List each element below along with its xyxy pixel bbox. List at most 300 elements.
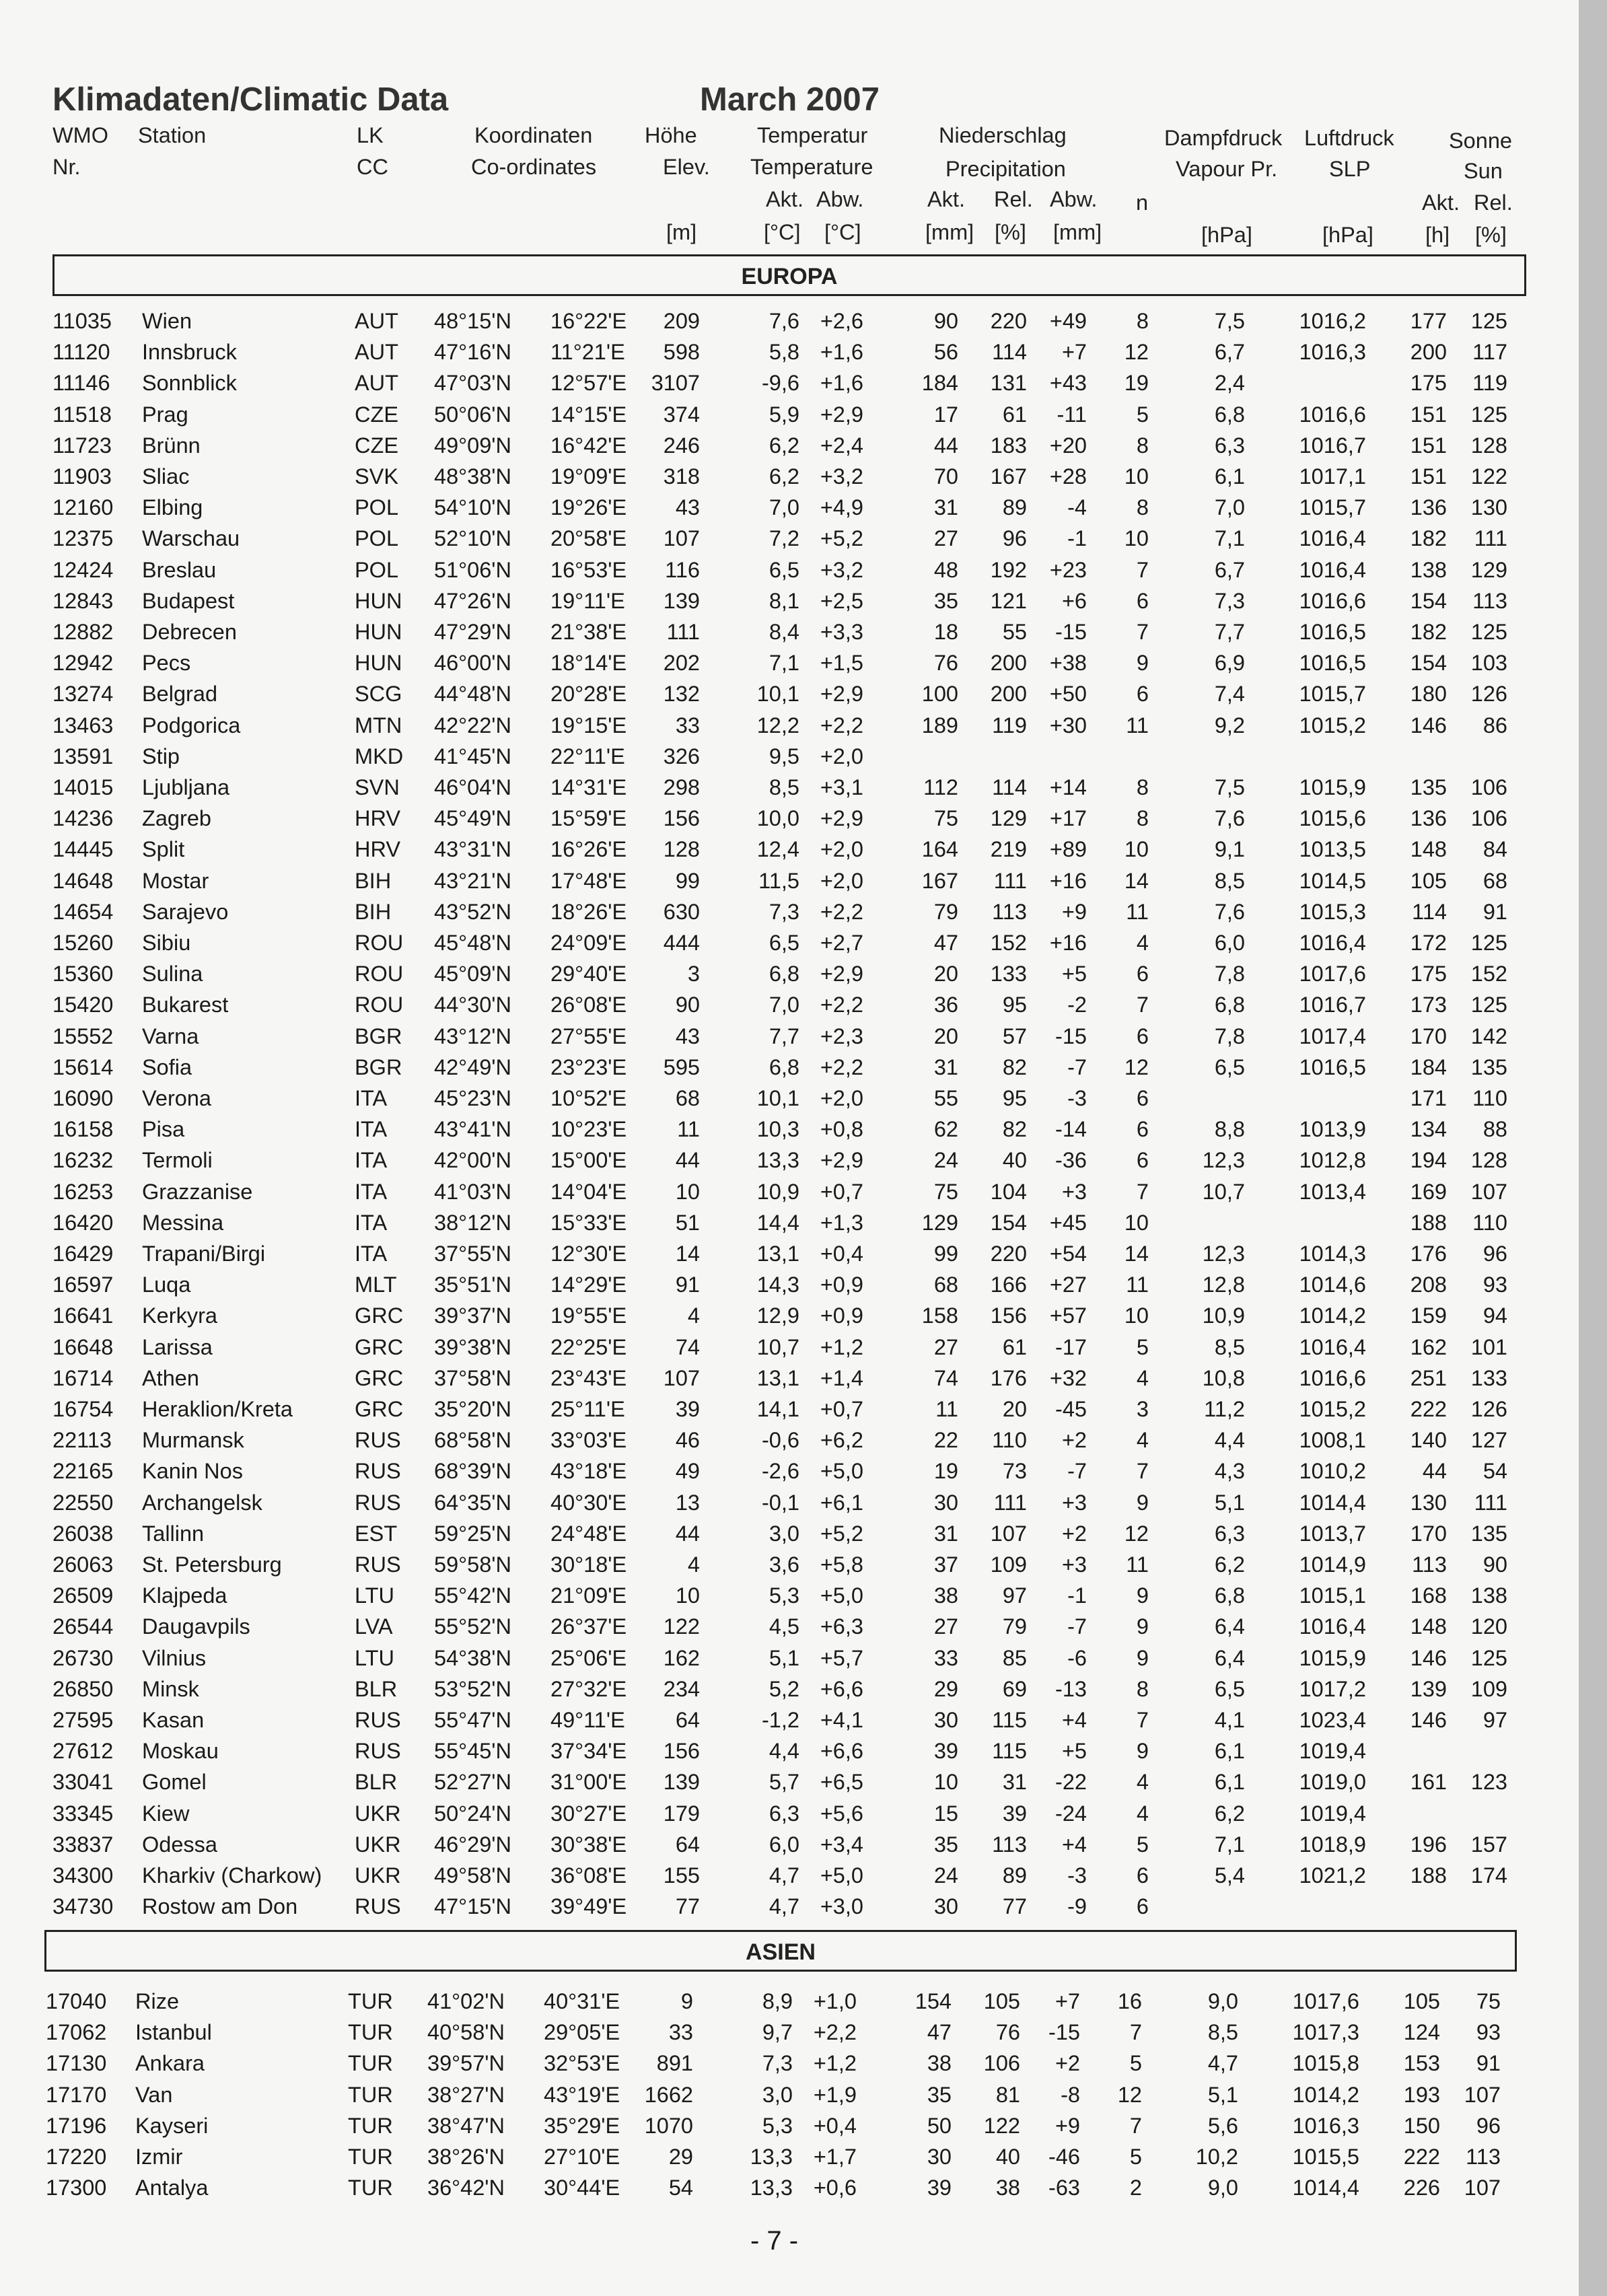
cell-country-code: CZE: [355, 433, 398, 458]
cell-sunshine-relative: 119: [1472, 371, 1507, 396]
col-unit-vapour: [hPa]: [1201, 223, 1252, 247]
cell-precip-deviation: +5: [1061, 962, 1087, 986]
cell-sunshine-hours: 171: [1410, 1086, 1447, 1110]
table-row: [0, 2115, 1579, 2146]
cell-sunshine-relative: 54: [1483, 1459, 1507, 1484]
cell-sunshine-relative: 101: [1470, 1334, 1507, 1359]
cell-station-name: Verona: [142, 1086, 212, 1110]
cell-latitude: 50°06'N: [434, 402, 511, 427]
cell-country-code: AUT: [355, 340, 398, 365]
col-header-hoehe: Höhe: [645, 123, 697, 147]
cell-elevation: 891: [656, 2051, 693, 2076]
cell-precip-actual: 56: [933, 340, 958, 365]
cell-temp-actual: 7,7: [769, 1024, 799, 1048]
cell-temp-deviation: +3,4: [820, 1832, 863, 1857]
cell-sunshine-hours: 136: [1410, 806, 1447, 831]
cell-sea-level-pressure: 1015,1: [1299, 1583, 1366, 1608]
col-header-temperatur: Temperatur: [757, 123, 868, 147]
cell-station-name: Messina: [142, 1210, 224, 1235]
cell-temp-actual: 14,1: [756, 1397, 799, 1421]
cell-precip-days: 9: [1136, 1583, 1149, 1608]
cell-station-name: Moskau: [142, 1739, 219, 1764]
cell-latitude: 41°02'N: [427, 1989, 505, 2013]
cell-longitude: 21°09'E: [550, 1583, 627, 1608]
cell-latitude: 55°47'N: [434, 1708, 511, 1732]
cell-wmo-number: 27595: [52, 1708, 114, 1732]
cell-elevation: 139: [663, 588, 700, 613]
cell-latitude: 55°52'N: [434, 1614, 511, 1639]
cell-temp-actual: 13,3: [756, 1148, 799, 1173]
cell-vapour-pressure: 6,9: [1214, 651, 1245, 676]
table-row: [0, 1274, 1579, 1305]
cell-longitude: 40°30'E: [550, 1490, 627, 1515]
cell-latitude: 44°30'N: [434, 993, 511, 1017]
cell-sea-level-pressure: 1015,7: [1299, 682, 1366, 707]
col-header-lk: LK: [357, 123, 384, 147]
cell-precip-relative: 105: [983, 1989, 1020, 2013]
cell-precip-actual: 39: [927, 2176, 952, 2200]
cell-wmo-number: 26509: [52, 1583, 114, 1608]
cell-sea-level-pressure: 1015,8: [1292, 2051, 1359, 2076]
cell-country-code: AUT: [355, 371, 398, 396]
cell-country-code: AUT: [355, 309, 398, 333]
cell-longitude: 33°03'E: [550, 1428, 627, 1453]
cell-precip-days: 6: [1136, 1148, 1149, 1173]
cell-elevation: 13: [675, 1490, 700, 1515]
cell-temp-actual: 7,3: [769, 899, 799, 924]
cell-precip-actual: 47: [933, 931, 958, 955]
cell-vapour-pressure: 6,3: [1214, 1521, 1245, 1546]
cell-precip-days: 9: [1136, 1490, 1149, 1515]
cell-precip-days: 6: [1136, 1863, 1149, 1888]
cell-precip-days: 10: [1124, 526, 1149, 551]
table-row: [0, 652, 1579, 683]
cell-precip-relative: 82: [1002, 1054, 1027, 1079]
cell-precip-relative: 40: [995, 2145, 1020, 2169]
cell-sea-level-pressure: 1015,3: [1299, 899, 1366, 924]
cell-sea-level-pressure: 1014,6: [1299, 1272, 1366, 1297]
cell-temp-actual: 12,9: [756, 1303, 799, 1328]
cell-precip-deviation: +4: [1061, 1708, 1087, 1732]
cell-wmo-number: 22165: [52, 1459, 114, 1484]
cell-latitude: 54°10'N: [434, 495, 511, 520]
cell-elevation: 318: [663, 464, 700, 489]
cell-longitude: 36°08'E: [550, 1863, 627, 1888]
col-unit-temp-akt: [°C]: [764, 220, 801, 244]
cell-precip-actual: 154: [915, 1989, 952, 2013]
cell-precip-relative: 31: [1002, 1770, 1027, 1795]
cell-sunshine-hours: 222: [1410, 1397, 1447, 1421]
cell-latitude: 42°22'N: [434, 713, 511, 738]
cell-elevation: 68: [675, 1086, 700, 1110]
col-header-prec-abw: Abw.: [1050, 187, 1098, 211]
cell-sunshine-hours: 153: [1403, 2051, 1440, 2076]
cell-precip-days: 11: [1126, 713, 1149, 738]
cell-longitude: 12°57'E: [550, 371, 627, 396]
cell-longitude: 26°08'E: [550, 993, 627, 1017]
cell-sea-level-pressure: 1014,2: [1299, 1303, 1366, 1328]
cell-temp-actual: 5,2: [769, 1676, 799, 1701]
cell-sea-level-pressure: 1016,6: [1299, 588, 1366, 613]
cell-precip-deviation: -14: [1055, 1117, 1087, 1142]
cell-precip-deviation: -15: [1048, 2020, 1080, 2045]
cell-temp-deviation: +2,0: [820, 868, 863, 893]
cell-precip-relative: 122: [983, 2113, 1020, 2138]
cell-wmo-number: 14445: [52, 837, 114, 862]
cell-vapour-pressure: 12,3: [1202, 1148, 1245, 1173]
cell-elevation: 46: [675, 1428, 700, 1453]
cell-wmo-number: 15614: [52, 1054, 114, 1079]
cell-elevation: 90: [675, 993, 700, 1017]
cell-precip-relative: 55: [1002, 620, 1027, 644]
cell-latitude: 45°23'N: [434, 1086, 511, 1110]
cell-sea-level-pressure: 1016,2: [1299, 309, 1366, 333]
cell-country-code: LVA: [355, 1614, 393, 1639]
cell-sunshine-hours: 170: [1410, 1024, 1447, 1048]
cell-sea-level-pressure: 1014,9: [1299, 1552, 1366, 1577]
cell-elevation: 630: [663, 899, 700, 924]
cell-wmo-number: 17300: [46, 2176, 107, 2200]
table-row: [0, 1056, 1579, 1087]
cell-elevation: 326: [663, 744, 700, 768]
cell-longitude: 23°43'E: [550, 1365, 627, 1390]
cell-temp-actual: 3,0: [769, 1521, 799, 1546]
cell-temp-deviation: +3,1: [820, 775, 863, 799]
cell-temp-deviation: +5,0: [820, 1459, 863, 1484]
cell-precip-deviation: -3: [1067, 1086, 1087, 1110]
cell-precip-deviation: +57: [1049, 1303, 1087, 1328]
cell-precip-deviation: -1: [1067, 526, 1087, 551]
cell-latitude: 68°39'N: [434, 1459, 511, 1484]
cell-elevation: 33: [675, 713, 700, 738]
cell-longitude: 16°22'E: [550, 309, 627, 333]
cell-latitude: 64°35'N: [434, 1490, 511, 1515]
cell-longitude: 12°30'E: [550, 1242, 627, 1266]
table-row: [0, 963, 1579, 994]
table-row: [0, 746, 1579, 777]
cell-station-name: Pecs: [142, 651, 191, 676]
cell-sunshine-hours: 193: [1403, 2082, 1440, 2107]
col-header-luftdruck: Luftdruck: [1304, 126, 1394, 150]
cell-elevation: 162: [663, 1645, 700, 1670]
cell-station-name: Larissa: [142, 1334, 213, 1359]
cell-vapour-pressure: 6,1: [1214, 464, 1245, 489]
cell-latitude: 42°00'N: [434, 1148, 511, 1173]
cell-station-name: Ljubljana: [142, 775, 230, 799]
cell-precip-days: 2: [1129, 2176, 1142, 2200]
cell-precip-days: 7: [1136, 1179, 1149, 1204]
cell-temp-actual: 10,1: [756, 1086, 799, 1110]
cell-precip-relative: 115: [992, 1708, 1027, 1732]
cell-precip-days: 6: [1136, 588, 1149, 613]
cell-precip-actual: 10: [933, 1770, 958, 1795]
cell-wmo-number: 34300: [52, 1863, 114, 1888]
cell-sunshine-relative: 128: [1470, 1148, 1507, 1173]
cell-sea-level-pressure: 1013,9: [1299, 1117, 1366, 1142]
col-header-station: Station: [138, 123, 207, 147]
cell-precip-days: 4: [1136, 1428, 1149, 1453]
col-unit-temp-abw: [°C]: [824, 220, 861, 244]
cell-sunshine-hours: 151: [1410, 402, 1447, 427]
cell-sunshine-hours: 44: [1422, 1459, 1447, 1484]
cell-latitude: 47°16'N: [434, 340, 511, 365]
cell-precip-actual: 38: [927, 2051, 952, 2076]
cell-wmo-number: 13591: [52, 744, 114, 768]
cell-temp-actual: 13,1: [756, 1242, 799, 1266]
table-row: [0, 1026, 1579, 1056]
cell-longitude: 18°26'E: [550, 899, 627, 924]
col-header-slp: SLP: [1329, 157, 1371, 181]
cell-latitude: 49°09'N: [434, 433, 511, 458]
cell-precip-actual: 27: [933, 1614, 958, 1639]
cell-longitude: 14°31'E: [550, 775, 627, 799]
cell-longitude: 19°26'E: [550, 495, 627, 520]
cell-sunshine-hours: 188: [1410, 1863, 1447, 1888]
cell-precip-relative: 89: [1002, 495, 1027, 520]
cell-precip-relative: 200: [990, 651, 1027, 676]
cell-precip-days: 10: [1124, 1303, 1149, 1328]
cell-temp-deviation: +0,9: [820, 1272, 863, 1297]
cell-precip-relative: 104: [990, 1179, 1027, 1204]
cell-longitude: 20°58'E: [550, 526, 627, 551]
cell-vapour-pressure: 6,1: [1214, 1739, 1245, 1764]
cell-precip-deviation: +14: [1049, 775, 1087, 799]
cell-sunshine-relative: 125: [1470, 993, 1507, 1017]
cell-precip-deviation: -36: [1055, 1148, 1087, 1173]
cell-precip-deviation: +28: [1049, 464, 1087, 489]
cell-latitude: 45°48'N: [434, 931, 511, 955]
col-header-sun: Sun: [1464, 159, 1503, 183]
cell-precip-relative: 131: [990, 371, 1027, 396]
cell-temp-actual: 8,5: [769, 775, 799, 799]
cell-precip-actual: 99: [933, 1242, 958, 1266]
cell-station-name: Pisa: [142, 1117, 185, 1142]
cell-latitude: 52°27'N: [434, 1770, 511, 1795]
cell-sunshine-relative: 93: [1483, 1272, 1507, 1297]
cell-vapour-pressure: 6,0: [1214, 931, 1245, 955]
cell-elevation: 43: [675, 1024, 700, 1048]
cell-vapour-pressure: 9,2: [1214, 713, 1245, 738]
cell-precip-relative: 73: [1002, 1459, 1027, 1484]
cell-precip-days: 7: [1136, 993, 1149, 1017]
table-row: [0, 1492, 1579, 1523]
cell-sunshine-relative: 138: [1470, 1583, 1507, 1608]
cell-sunshine-relative: 91: [1476, 2051, 1501, 2076]
cell-precip-deviation: +3: [1061, 1552, 1087, 1577]
cell-vapour-pressure: 8,5: [1214, 868, 1245, 893]
cell-latitude: 48°15'N: [434, 309, 511, 333]
col-header-prec-akt: Akt.: [927, 187, 965, 211]
cell-temp-deviation: +0,4: [813, 2113, 857, 2138]
cell-precip-days: 9: [1136, 651, 1149, 676]
cell-sunshine-relative: 120: [1470, 1614, 1507, 1639]
cell-precip-actual: 33: [933, 1645, 958, 1670]
cell-longitude: 14°29'E: [550, 1272, 627, 1297]
cell-station-name: Tallinn: [142, 1521, 205, 1546]
cell-longitude: 18°14'E: [550, 651, 627, 676]
cell-station-name: Kharkiv (Charkow): [142, 1863, 322, 1888]
cell-temp-deviation: +2,7: [820, 931, 863, 955]
page-title: Klimadaten/Climatic Data: [52, 81, 449, 118]
cell-country-code: MTN: [355, 713, 402, 738]
cell-sea-level-pressure: 1015,5: [1292, 2145, 1359, 2169]
cell-wmo-number: 12843: [52, 588, 114, 613]
table-row: [0, 838, 1579, 869]
cell-vapour-pressure: 10,2: [1195, 2145, 1238, 2169]
section-header-europa: [52, 254, 1526, 296]
cell-sunshine-relative: 93: [1476, 2020, 1501, 2045]
cell-country-code: POL: [355, 526, 399, 551]
cell-sunshine-relative: 106: [1470, 775, 1507, 799]
cell-country-code: GRC: [355, 1334, 404, 1359]
cell-longitude: 27°55'E: [550, 1024, 627, 1048]
cell-precip-deviation: -3: [1067, 1863, 1087, 1888]
cell-station-name: Sliac: [142, 464, 190, 489]
cell-sea-level-pressure: 1014,4: [1292, 2176, 1359, 2200]
cell-latitude: 68°58'N: [434, 1428, 511, 1453]
cell-longitude: 29°40'E: [550, 962, 627, 986]
cell-station-name: Antalya: [135, 2176, 209, 2200]
cell-sunshine-relative: 135: [1470, 1521, 1507, 1546]
cell-temp-actual: 6,3: [769, 1801, 799, 1826]
cell-vapour-pressure: 8,8: [1214, 1117, 1245, 1142]
cell-precip-actual: 20: [933, 962, 958, 986]
col-header-coordinates: Co-ordinates: [471, 155, 597, 179]
cell-precip-days: 6: [1136, 1117, 1149, 1142]
section-header-asien: [44, 1930, 1517, 1972]
col-header-dampfdruck: Dampfdruck: [1164, 126, 1283, 150]
cell-wmo-number: 15420: [52, 993, 114, 1017]
cell-country-code: CZE: [355, 402, 398, 427]
cell-sunshine-hours: 161: [1410, 1770, 1447, 1795]
cell-longitude: 21°38'E: [550, 620, 627, 644]
cell-wmo-number: 15360: [52, 962, 114, 986]
cell-temp-deviation: +5,7: [820, 1645, 863, 1670]
cell-latitude: 41°03'N: [434, 1179, 511, 1204]
cell-country-code: EST: [355, 1521, 398, 1546]
cell-precip-days: 7: [1129, 2020, 1142, 2045]
cell-elevation: 3: [687, 962, 700, 986]
cell-precip-relative: 114: [992, 775, 1027, 799]
cell-elevation: 39: [675, 1397, 700, 1421]
cell-elevation: 209: [663, 309, 700, 333]
cell-longitude: 16°26'E: [550, 837, 627, 862]
cell-precip-days: 9: [1136, 1739, 1149, 1764]
cell-station-name: Trapani/Birgi: [142, 1242, 266, 1266]
cell-precip-relative: 200: [990, 682, 1027, 707]
cell-precip-relative: 69: [1002, 1676, 1027, 1701]
cell-precip-deviation: +2: [1055, 2051, 1080, 2076]
cell-longitude: 30°44'E: [544, 2176, 620, 2200]
table-row: [0, 932, 1579, 963]
cell-sunshine-relative: 123: [1470, 1770, 1507, 1795]
cell-wmo-number: 15552: [52, 1024, 114, 1048]
col-unit-slp: [hPa]: [1322, 223, 1373, 247]
cell-temp-deviation: +2,9: [820, 806, 863, 831]
cell-longitude: 37°34'E: [550, 1739, 627, 1764]
cell-latitude: 38°26'N: [427, 2145, 505, 2169]
cell-precip-days: 19: [1124, 371, 1149, 396]
col-unit-prec-rel: [%]: [995, 220, 1026, 244]
cell-precip-days: 14: [1124, 868, 1149, 893]
cell-elevation: 111: [666, 620, 700, 644]
cell-station-name: Minsk: [142, 1676, 199, 1701]
cell-precip-relative: 96: [1002, 526, 1027, 551]
cell-longitude: 27°10'E: [544, 2145, 620, 2169]
cell-elevation: 234: [663, 1676, 700, 1701]
cell-precip-actual: 35: [927, 2082, 952, 2107]
cell-sea-level-pressure: 1016,7: [1299, 993, 1366, 1017]
cell-latitude: 39°37'N: [434, 1303, 511, 1328]
cell-latitude: 47°29'N: [434, 620, 511, 644]
cell-country-code: LTU: [355, 1645, 394, 1670]
table-row: [0, 715, 1579, 746]
cell-temp-actual: 4,7: [769, 1894, 799, 1919]
cell-wmo-number: 17196: [46, 2113, 107, 2138]
cell-longitude: 30°27'E: [550, 1801, 627, 1826]
col-header-elev: Elev.: [663, 155, 710, 179]
cell-precip-relative: 95: [1002, 1086, 1027, 1110]
cell-precip-days: 4: [1136, 1770, 1149, 1795]
cell-sea-level-pressure: 1016,3: [1299, 340, 1366, 365]
cell-precip-deviation: +23: [1049, 557, 1087, 582]
cell-sunshine-hours: 136: [1410, 495, 1447, 520]
cell-precip-deviation: +20: [1049, 433, 1087, 458]
cell-precip-actual: 20: [933, 1024, 958, 1048]
cell-precip-days: 12: [1124, 1054, 1149, 1079]
cell-temp-deviation: +5,2: [820, 1521, 863, 1546]
col-unit-prec-abw: [mm]: [1053, 220, 1102, 244]
cell-vapour-pressure: 7,8: [1214, 962, 1245, 986]
cell-temp-deviation: +2,0: [820, 744, 863, 768]
cell-vapour-pressure: 6,2: [1214, 1801, 1245, 1826]
cell-vapour-pressure: 2,4: [1214, 371, 1245, 396]
cell-sea-level-pressure: 1017,6: [1299, 962, 1366, 986]
cell-sunshine-hours: 124: [1403, 2020, 1440, 2045]
table-row: [0, 621, 1579, 652]
table-row: [0, 1554, 1579, 1585]
cell-longitude: 26°37'E: [550, 1614, 627, 1639]
cell-station-name: Wien: [142, 309, 192, 333]
cell-vapour-pressure: 5,1: [1214, 1490, 1245, 1515]
cell-temp-actual: 13,3: [750, 2145, 793, 2169]
cell-wmo-number: 17040: [46, 1989, 107, 2013]
cell-station-name: Vilnius: [142, 1645, 207, 1670]
cell-elevation: 122: [663, 1614, 700, 1639]
cell-vapour-pressure: 6,5: [1214, 1054, 1245, 1079]
cell-elevation: 444: [663, 931, 700, 955]
cell-precip-days: 8: [1136, 806, 1149, 831]
cell-precip-deviation: +16: [1049, 931, 1087, 955]
cell-precip-relative: 77: [1002, 1894, 1027, 1919]
cell-precip-relative: 133: [990, 962, 1027, 986]
cell-precip-relative: 38: [995, 2176, 1020, 2200]
cell-station-name: Sulina: [142, 962, 203, 986]
cell-temp-deviation: +3,2: [820, 464, 863, 489]
cell-precip-actual: 15: [933, 1801, 958, 1826]
cell-wmo-number: 27612: [52, 1739, 114, 1764]
cell-precip-relative: 119: [992, 713, 1027, 738]
cell-temp-actual: 12,2: [756, 713, 799, 738]
table-row: [0, 1865, 1579, 1896]
cell-precip-days: 4: [1136, 1365, 1149, 1390]
table-row: [0, 1803, 1579, 1834]
cell-precip-actual: 74: [933, 1365, 958, 1390]
cell-wmo-number: 33837: [52, 1832, 114, 1857]
cell-station-name: Sibiu: [142, 931, 191, 955]
cell-temp-deviation: +1,9: [813, 2082, 857, 2107]
cell-vapour-pressure: 5,1: [1207, 2082, 1238, 2107]
